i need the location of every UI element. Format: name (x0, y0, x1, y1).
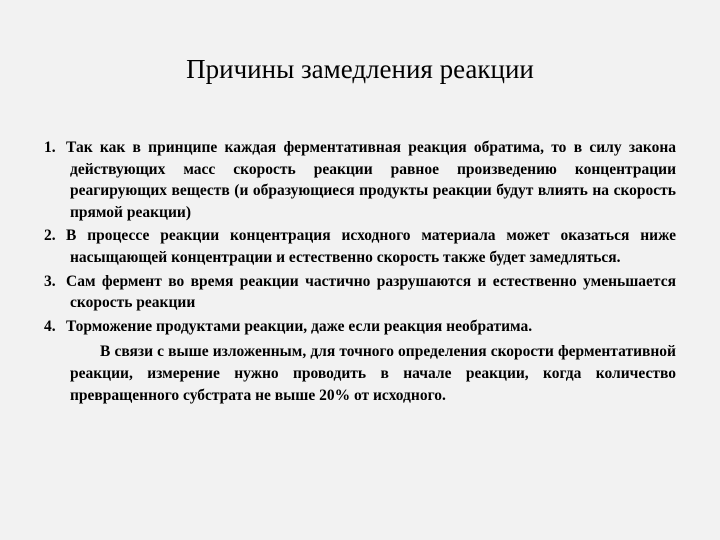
list-item-3 (44, 271, 676, 314)
list-item-4 (44, 316, 676, 338)
list-item-number: 1. (44, 139, 56, 156)
list-item-number: 3. (44, 272, 56, 290)
list-item-text: В процессе реакции концентрация исходного материала может оказаться ниже насыщающей концентрации и естественно скорость также будет замедляться. (66, 227, 676, 266)
list-item-2 (44, 225, 676, 268)
slide-title: Причины замедления реакции (186, 54, 534, 84)
list-item-number: 4. (44, 317, 56, 335)
slide-content (44, 137, 676, 406)
list-item-number: 2. (44, 227, 56, 245)
list-item-text: Торможение продуктами реакции, даже если реакция необратима. (66, 317, 533, 335)
list-item-text: Так как в принципе каждая ферментативная реакция обратима, то в силу закона действующих масс скорость реакции равное произведению концентрации реагирующих веществ (и образующиеся продукты реакции будут влиять на скорость прямой реакции) (66, 139, 676, 221)
list-item-text: Сам фермент во время реакции частично разрушаются и естественно уменьшается скорость реакции (66, 272, 676, 312)
conclusion-paragraph: В связи с выше изложенным, для точного определения скорости ферментативной реакции, измерение нужно проводить в начале реакции, когда количество превращенного субстрата не выше 20% от исходного. (70, 343, 676, 404)
list-item-1 (44, 137, 676, 223)
